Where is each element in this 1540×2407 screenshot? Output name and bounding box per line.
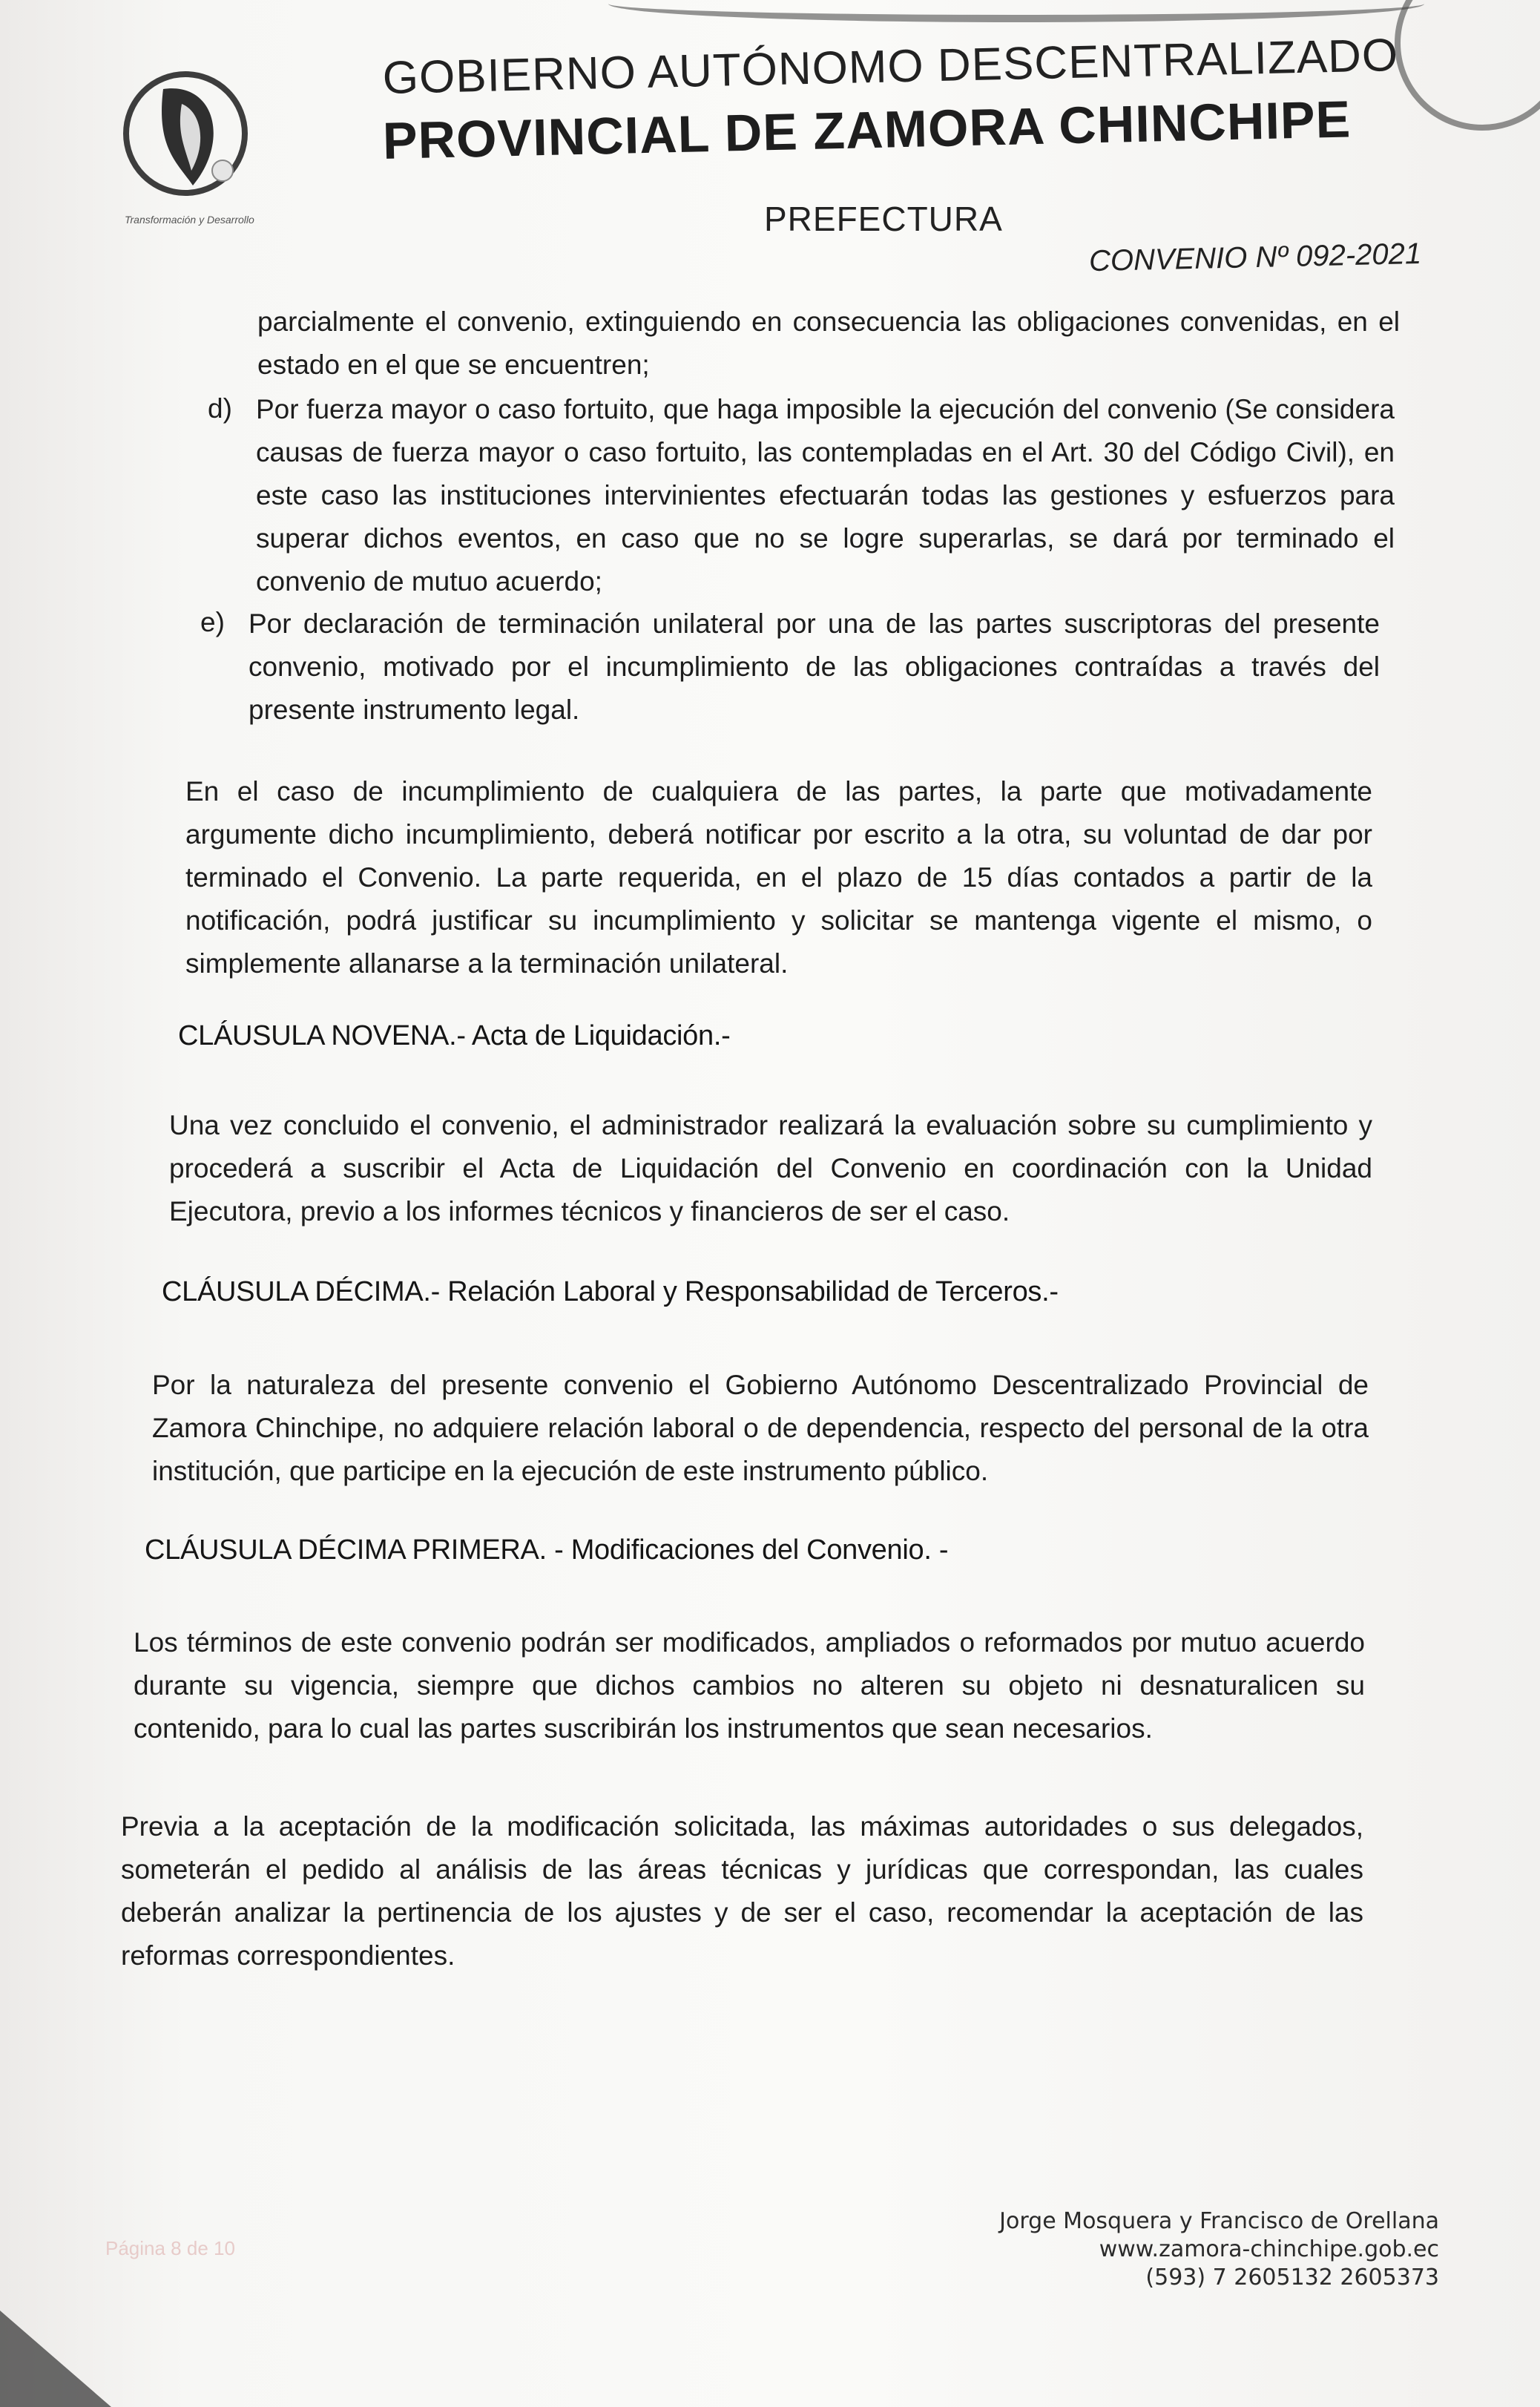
convenio-number: CONVENIO Nº 092-2021 xyxy=(1088,237,1422,278)
footer-contact xyxy=(999,2207,1439,2292)
clause-11-text-2: Previa a la aceptación de la modificación solicitada, las máximas autoridades o sus delegados, someterán el pedido al análisis de las áreas técnicas y jurídicas que correspondan, las cuales deberán analizar la pertinencia de los ajustes y de ser el caso, recomendar la aceptación de las reformas correspondientes. xyxy=(121,1811,1363,1971)
header-prefectura: PREFECTURA xyxy=(764,200,1003,238)
footer-phone: (593) 7 2605132 2605373 xyxy=(1145,2265,1439,2291)
list-marker-d: d) xyxy=(208,393,232,424)
clause-11-title: CLÁUSULA DÉCIMA PRIMERA. - Modificaciones del Convenio. - xyxy=(145,1534,949,1566)
list-item-e: Por declaración de terminación unilateral por una de las partes suscriptoras del presente convenio, motivado por el incumplimiento de las obligaciones contraídas a través del presente instrumento legal. xyxy=(249,608,1380,725)
header-line-2: PROVINCIAL DE ZAMORA CHINCHIPE xyxy=(382,90,1352,170)
clause-10-title: CLÁUSULA DÉCIMA.- Relación Laboral y Responsabilidad de Terceros.- xyxy=(162,1276,1059,1307)
list-marker-e: e) xyxy=(200,607,225,637)
continued-item-text: parcialmente el convenio, extinguiendo en consecuencia las obligaciones convenidas, en el estado en el que se encuentren; xyxy=(257,306,1400,380)
footer-address: Jorge Mosquera y Francisco de Orellana xyxy=(999,2208,1439,2234)
list-item-d: Por fuerza mayor o caso fortuito, que haga imposible la ejecución del convenio (Se considera causas de fuerza mayor o caso fortuito, las contempladas en el Art. 30 del Código Civil), en este caso las instituciones intervinientes efectuarán todas las gestiones y esfuerzos para superar dichos eventos, en caso que no se logre superarlas, se dará por terminado el convenio de mutuo acuerdo; xyxy=(256,394,1395,597)
page-mark: Página 8 de 10 xyxy=(105,2237,235,2259)
clause-10-text: Por la naturaleza del presente convenio el Gobierno Autónomo Descentralizado Provincial de Zamora Chinchipe, no adquiere relación laboral o de dependencia, respecto del personal de la otra institución, que participe en la ejecución de este instrumento público. xyxy=(152,1370,1369,1486)
clause-9-text: Una vez concluido el convenio, el administrador realizará la evaluación sobre su cumplimiento y procederá a suscribir el Acta de Liquidación del Convenio en coordinación con la Unidad Ejecutora, previo a los informes técnicos y financieros de ser el caso. xyxy=(169,1110,1372,1227)
header-line-1: GOBIERNO AUTÓNOMO DESCENTRALIZADO xyxy=(382,29,1399,104)
paragraph-incumplimiento: En el caso de incumplimiento de cualquiera de las partes, la parte que motivadamente argumente dicho incumplimiento, deberá notificar por escrito a la otra, su voluntad de dar por terminado el Convenio. La parte requerida, en el plazo de 15 días contados a partir de la notificación, podrá justificar su incumplimiento y solicitar se mantenga vigente el mismo, o simplemente allanarse a la terminación unilateral. xyxy=(185,776,1372,979)
logo-caption: Transformación y Desarrollo xyxy=(125,214,254,226)
clause-9-title: CLÁUSULA NOVENA.- Acta de Liquidación.- xyxy=(178,1020,731,1051)
footer-website: www.zamora-chinchipe.gob.ec xyxy=(1099,2236,1439,2262)
clause-11-text-1: Los términos de este convenio podrán ser modificados, ampliados o reformados por mutuo acuerdo durante su vigencia, siempre que dichos cambios no alteren su objeto ni desnaturalicen su contenido, para lo cual las partes suscribirán los instrumentos que sean necesarios. xyxy=(134,1627,1365,1744)
